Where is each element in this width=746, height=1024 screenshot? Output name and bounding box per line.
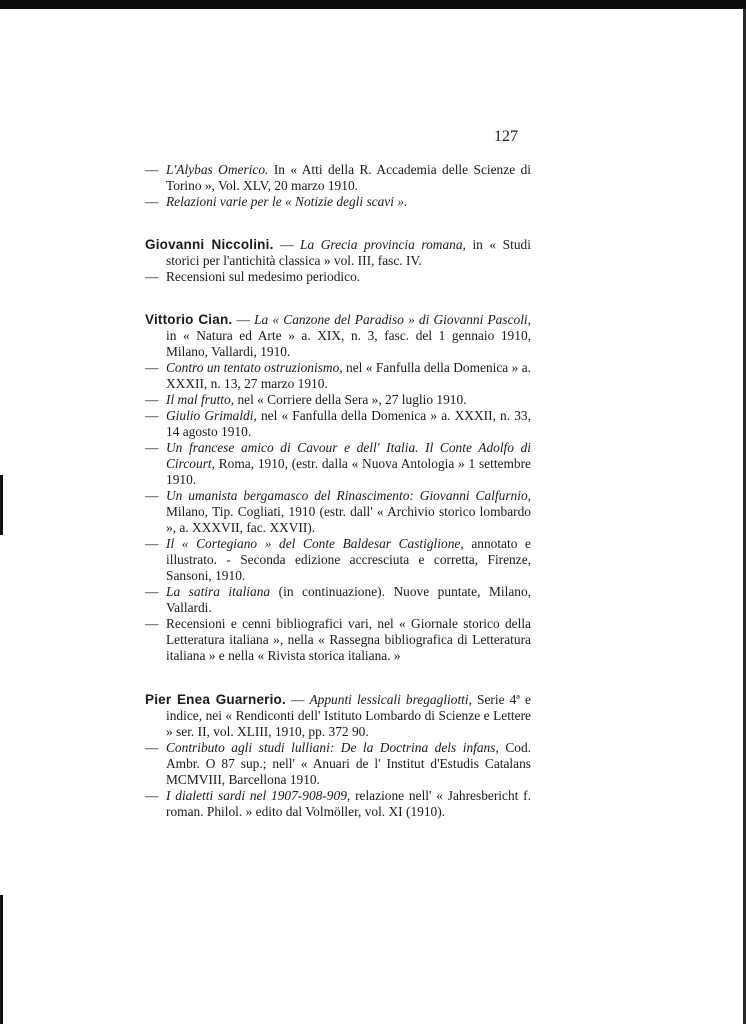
entry-text: Recensioni e cenni bibliografici vari, nel « Giornale storico della Letteratura italiana », nella « Rassegna bibliografica di Letteratura italiana » e nella « Rivista storica italiana. »	[166, 616, 531, 663]
scan-left-edge-mark	[0, 895, 3, 1024]
entry-text: relazione nell' « Jahresbericht f. roman. Philol. » edito dal Volmöller, vol. XI (1910).	[166, 788, 531, 819]
author-entry: Giovanni Niccolini. — La Grecia provincia romana, in « Studi storici per l'antichità classica » vol. III, fasc. IV.	[145, 237, 531, 268]
entry-text: nel « Corriere della Sera », 27 luglio 1910.	[237, 392, 467, 407]
entry-text: Milano, Tip. Cogliati, 1910 (estr. dall' « Archivio storico lombardo », a. XXXVII, fac. XXVII).	[166, 504, 531, 535]
entry-title: L'Alybas Omerico.	[166, 162, 269, 177]
bibliography-entry: — L'Alybas Omerico. In « Atti della R. Accademia delle Scienze di Torino », Vol. XLV, 20 marzo 1910.	[145, 162, 531, 193]
author-name: Vittorio Cian.	[145, 312, 233, 327]
bibliography-entry: — Il mal frutto, nel « Corriere della Sera », 27 luglio 1910.	[145, 392, 467, 407]
entry-text: nel « Fanfulla della Domenica » a. XXXII, n. 33, 14 agosto 1910.	[166, 408, 531, 439]
entry-title: Giulio Grimaldi,	[166, 408, 257, 423]
bibliography-entry: — La satira italiana (in continuazione). Nuove puntate, Milano, Vallardi.	[145, 584, 531, 615]
entry-text: (in continuazione). Nuove puntate, Milano, Vallardi.	[166, 584, 531, 615]
entry-title: Un umanista bergamasco del Rinascimento: Giovanni Calfurnio,	[166, 488, 531, 503]
entry-title: La « Canzone del Paradiso » di Giovanni Pascoli,	[254, 312, 531, 327]
entry-text: In « Atti della R. Accademia delle Scienze di Torino », Vol. XLV, 20 marzo 1910.	[166, 162, 531, 193]
entry-title: La satira italiana	[166, 584, 271, 599]
entry-title: La Grecia provincia romana,	[300, 237, 466, 252]
spacer	[145, 664, 531, 692]
bibliography-entry: — Giulio Grimaldi, nel « Fanfulla della Domenica » a. XXXII, n. 33, 14 agosto 1910.	[145, 408, 531, 439]
author-entry: Vittorio Cian. — La « Canzone del Paradiso » di Giovanni Pascoli, in « Natura ed Arte » a. XIX, n. 3, fasc. del 1 gennaio 1910, Milano, Vallardi, 1910.	[145, 312, 531, 359]
entry-title: I dialetti sardi nel 1907-908-909,	[166, 788, 351, 803]
bibliography-entry: — Un umanista bergamasco del Rinascimento: Giovanni Calfurnio, Milano, Tip. Cogliati, 1910 (estr. dall' « Archivio storico lombardo », a. XXXVII, fac. XXVII).	[145, 488, 531, 535]
entry-text: in « Studi storici per l'antichità classica » vol. III, fasc. IV.	[166, 237, 531, 268]
entry-text: in « Natura ed Arte » a. XIX, n. 3, fasc. del 1 gennaio 1910, Milano, Vallardi, 1910.	[166, 328, 531, 359]
author-name: Giovanni Niccolini.	[145, 237, 274, 252]
bibliography-entry: — Il « Cortegiano » del Conte Baldesar Castiglione, annotato e illustrato. - Seconda edizione accresciuta e corretta, Firenze, Sansoni, 1910.	[145, 536, 531, 583]
bibliography-entry: — I dialetti sardi nel 1907-908-909, relazione nell' « Jahresbericht f. roman. Philol. » edito dal Volmöller, vol. XI (1910).	[145, 788, 531, 819]
page-number: 127	[494, 128, 518, 145]
author-name: Pier Enea Guarnerio.	[145, 692, 286, 707]
entry-text: Roma, 1910, (estr. dalla « Nuova Antologia » 1 settembre 1910.	[166, 456, 531, 487]
entry-title: Contro un tentato ostruzionismo,	[166, 360, 343, 375]
bibliography-text	[145, 162, 531, 820]
entry-text: Serie 4ª e indice, nei « Rendiconti dell' Istituto Lombardo di Scienze e Lettere » ser. II, vol. XLIII, 1910, pp. 372 90.	[166, 692, 531, 739]
entry-title: Il « Cortegiano » del Conte Baldesar Castiglione,	[166, 536, 464, 551]
bibliography-entry: — Recensioni e cenni bibliografici vari, nel « Giornale storico della Letteratura italiana », nella « Rassegna bibliografica di Letteratura italiana » e nella « Rivista storica italiana. »	[145, 616, 531, 663]
entry-text: Recensioni sul medesimo periodico.	[166, 269, 361, 284]
entry-text: Cod. Ambr. O 87 sup.; nell' « Anuari de l' Institut d'Estudis Catalans MCMVIII, Barcellona 1910.	[166, 740, 531, 787]
spacer	[145, 210, 531, 237]
entry-text: annotato e illustrato. - Seconda edizione accresciuta e corretta, Firenze, Sansoni, 1910.	[166, 536, 531, 583]
bibliography-entry: — Contributo agli studi lulliani: De la Doctrina dels infans, Cod. Ambr. O 87 sup.; nell' « Anuari de l' Institut d'Estudis Catalans MCMVIII, Barcellona 1910.	[145, 740, 531, 787]
bibliography-entry: — Recensioni sul medesimo periodico.	[145, 269, 361, 284]
entry-title: Il mal frutto,	[166, 392, 235, 407]
scan-left-edge-mark	[0, 475, 3, 535]
bibliography-entry: — Contro un tentato ostruzionismo, nel « Fanfulla della Domenica » a. XXXII, n. 13, 27 marzo 1910.	[145, 360, 531, 391]
entry-title: Relazioni varie per le « Notizie degli scavi ».	[166, 194, 408, 209]
entry-title: Un francese amico di Cavour e dell' Italia. Il Conte Adolfo di Circourt,	[166, 440, 531, 471]
bibliography-entry: — Relazioni varie per le « Notizie degli scavi ».	[145, 194, 408, 209]
bibliography-entry: — Un francese amico di Cavour e dell' Italia. Il Conte Adolfo di Circourt, Roma, 1910, (estr. dalla « Nuova Antologia » 1 settembre 1910.	[145, 440, 531, 487]
author-entry: Pier Enea Guarnerio. — Appunti lessicali bregagliotti, Serie 4ª e indice, nei « Rendiconti dell' Istituto Lombardo di Scienze e Lettere » ser. II, vol. XLIII, 1910, pp. 372 90.	[145, 692, 531, 739]
entry-text: nel « Fanfulla della Domenica » a. XXXII, n. 13, 27 marzo 1910.	[166, 360, 531, 391]
scan-top-border	[0, 0, 746, 9]
entry-title: Contributo agli studi lulliani: De la Doctrina dels infans,	[166, 740, 499, 755]
entry-title: Appunti lessicali bregagliotti,	[309, 692, 472, 707]
spacer	[145, 285, 531, 312]
